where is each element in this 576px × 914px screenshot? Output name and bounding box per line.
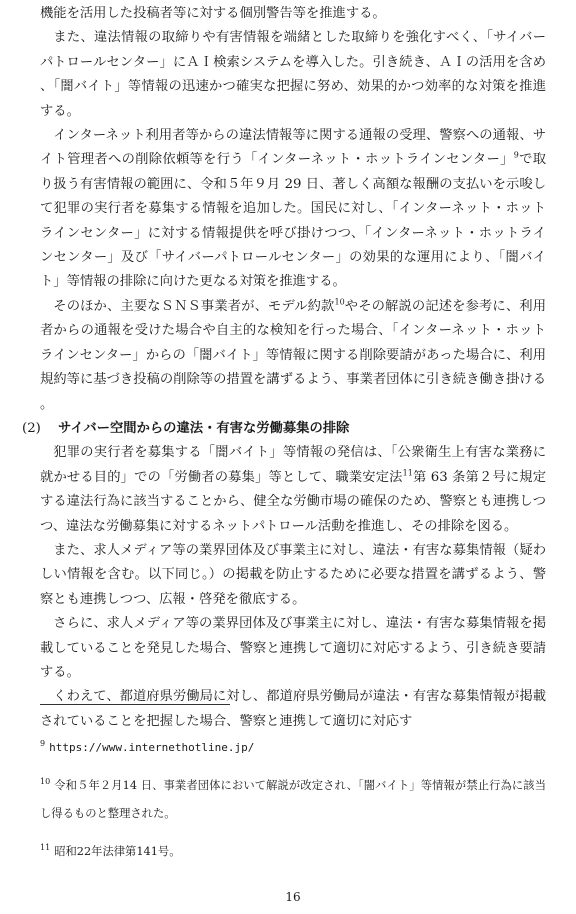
footnote-number: 11 [40, 843, 51, 853]
page-number: 16 [285, 890, 301, 904]
paragraph-ai-search: また、違法情報の取締りや有害情報を端緒とした取締りを強化すべく、「サイバーパトロールセンター」にＡＩ検索システムを導入した。引き続き、ＡＩの活用を含め、「闇バイト」等情報の迅速かつ確実な把握に努め、効果的かつ効率的な対策を推進する。 [40, 30, 546, 119]
footnote-ref-9[interactable]: 9 [513, 151, 519, 161]
section-heading [22, 417, 546, 441]
paragraph-hotline: インターネット利用者等からの違法情報等に関する通報の受理、警察への通報、サイト管理者への削除依頼等を行う「インターネット・ホットラインセンター」$^9$で取り扱う有害情報の範囲に、令和５年９月 29 日、著しく高額な報酬の支払いを示唆して犯罪の実行者を募集する情報を追加した。国民に対し、「インターネット・ホットラインセンター」に対する情報提供を呼び掛けつつ、「インターネット・ホットラインセンター」及び「サイバーパトロールセンター」の効果的な運用により、「闇バイト」等情報の排除に向けた更なる対策を推進する。 [40, 128, 547, 290]
footnote-text: 令和５年２月14 日、事業者団体において解説が改定され、「闇バイト」等情報が禁止行為に該当し得るものと整理された。 [40, 779, 546, 820]
body-text [22, 2, 547, 734]
paragraph-labor-bureau: くわえて、都道府県労働局に対し、都道府県労働局が違法・有害な募集情報が掲載されていることを把握した場合、警察と連携して適切に対応す [40, 689, 546, 729]
footnote-number: 10 [40, 777, 51, 787]
paragraph-media-request: さらに、求人メディア等の業界団体及び事業主に対し、違法・有害な募集情報を掲載していることを発見した場合、警察と連携して適切に対応するよう、引き続き要請する。 [40, 616, 546, 680]
footnote-text: 昭和22年法律第141号。 [54, 845, 181, 858]
footnote-number: 9 [40, 739, 46, 749]
paragraph-media-prevention: また、求人メディア等の業界団体及び事業主に対し、違法・有害な募集情報（疑わしい情報を含む。以下同じ。）の掲載を防止するために必要な措置を講ずるよう、警察とも連携しつつ、広報・啓発を徹底する。 [40, 542, 546, 607]
paragraph-sns: そのほか、主要なＳＮＳ事業者が、モデル約款$^{10}$やその解説の記述を参考に、利用者からの通報を受けた場合や自主的な検知を行った場合、「インターネット・ホットラインセンター」からの「闇バイト」等情報に関する削除要請があった場合に、利用規約等に基づき投稿の削除等の措置を講ずるよう、事業者団体に引き続き働き掛ける。 [40, 297, 546, 412]
footnote-10 [40, 772, 546, 828]
footnote-11 [40, 838, 546, 866]
footnote-url-link[interactable]: https://www.internethotline.jp/ [49, 741, 255, 754]
footnote-ref-11[interactable]: 11 [402, 468, 413, 478]
footnote-9 [40, 734, 546, 762]
footnote-separator [40, 704, 230, 705]
paragraph-labor: 犯罪の実行者を募集する「闇バイト」等情報の発信は、「公衆衛生上有害な業務に就かせる目的」での「労働者の募集」等として、職業安定法$^{11}$第 63 条第２号に規定する違法行為に該当することから、健全な労働市場の確保のため、警察とも連携しつつ、違法な労働募集に対するネットパトロール活動を推進し、その排除を図る。 [40, 445, 547, 534]
footnotes [40, 734, 546, 876]
section-number: (2) [22, 420, 41, 436]
footnote-ref-10[interactable]: 10 [334, 297, 345, 307]
paragraph-continuation: 機能を活用した投稿者等に対する個別警告等を推進する。 [40, 6, 386, 21]
section-title: サイバー空間からの違法・有害な労働募集の排除 [58, 420, 350, 436]
